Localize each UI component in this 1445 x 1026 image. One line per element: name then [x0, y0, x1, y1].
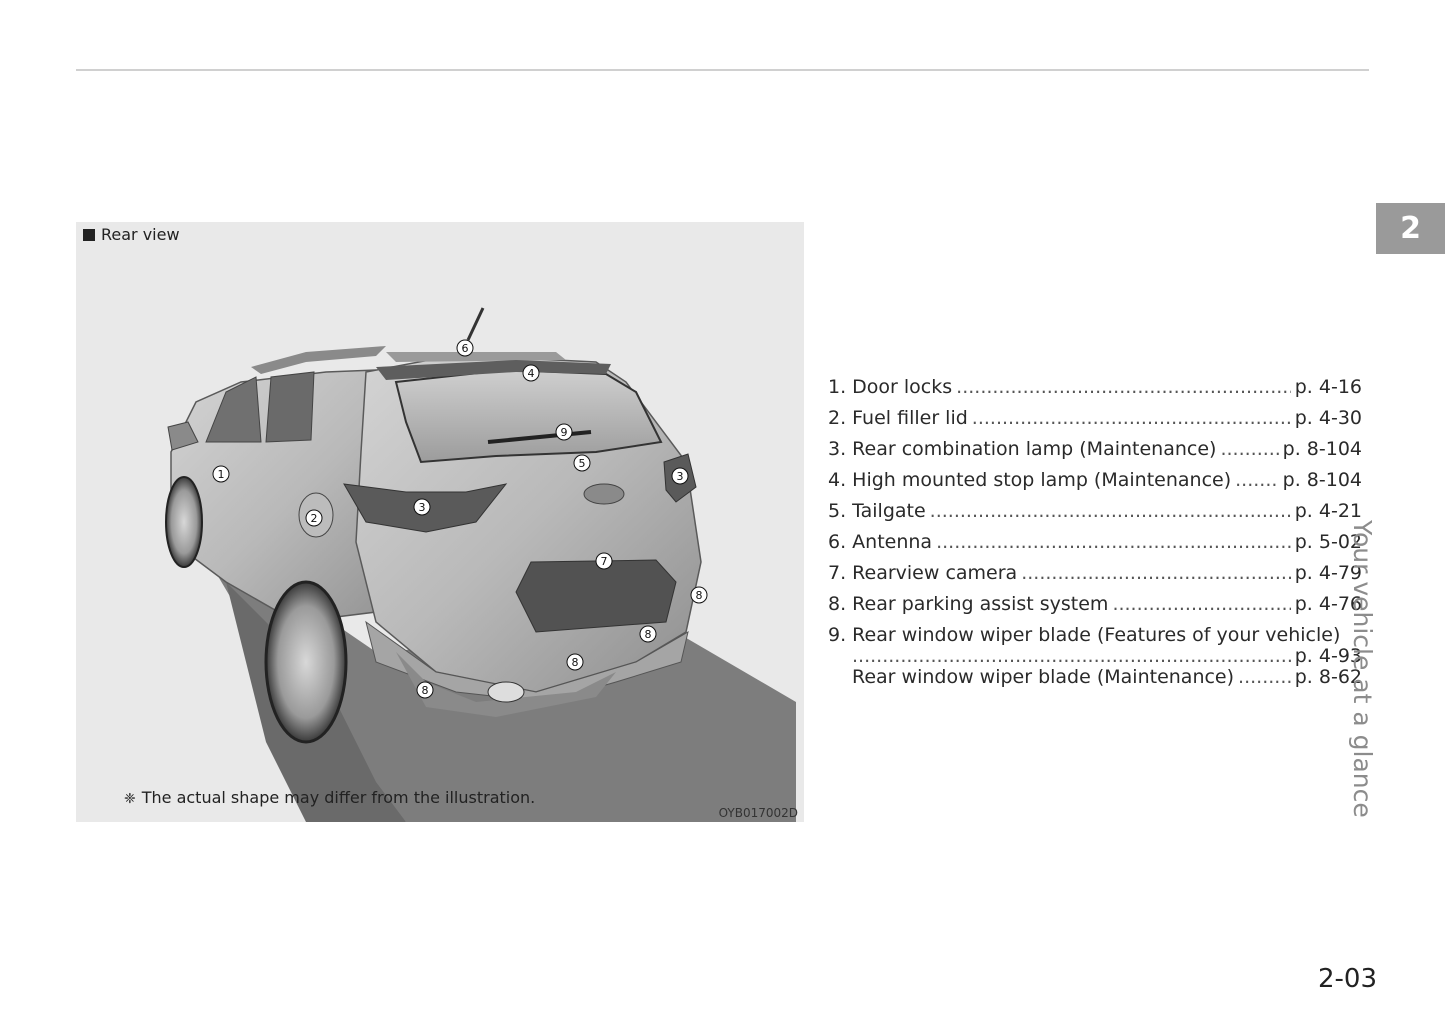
svg-text:8: 8 — [695, 589, 703, 602]
callout-1 — [213, 466, 229, 482]
chapter-title: Your vehicle at a glance — [1348, 520, 1377, 818]
image-code: OYB017002D — [718, 806, 798, 820]
page-number: 2-03 — [1318, 964, 1378, 994]
callout-8-b — [640, 626, 656, 642]
list-item: 4. High mounted stop lamp (Maintenance) ..... p. 8-104 — [828, 469, 1362, 500]
svg-text:8: 8 — [571, 656, 579, 669]
car-rear-illustration — [76, 222, 804, 822]
callout-8-d — [417, 682, 433, 698]
svg-text:3: 3 — [676, 470, 684, 483]
square-bullet-icon — [83, 229, 95, 241]
svg-text:6: 6 — [461, 342, 469, 355]
chapter-number-tab: 2 — [1376, 203, 1445, 254]
svg-text:9: 9 — [560, 426, 568, 439]
note-symbol: ❈ — [124, 791, 136, 807]
feature-list — [828, 376, 1362, 688]
svg-text:1: 1 — [217, 468, 225, 481]
figure-heading: Rear view — [83, 225, 180, 244]
header-rule — [76, 69, 1369, 71]
callout-5 — [574, 455, 590, 471]
list-item: 1. Door locks ..... p. 4-16 — [828, 376, 1362, 407]
list-item: 3. Rear combination lamp (Maintenance) ..... p. 8-104 — [828, 438, 1362, 469]
callout-8-a — [691, 587, 707, 603]
svg-text:8: 8 — [421, 684, 429, 697]
list-item: 6. Antenna ..... p. 5-02 — [828, 531, 1362, 562]
callout-4 — [523, 365, 539, 381]
list-item: 5. Tailgate ..... p. 4-21 — [828, 500, 1362, 531]
callout-7 — [596, 553, 612, 569]
list-item: 7. Rearview camera ..... p. 4-79 — [828, 562, 1362, 593]
list-item: Rear window wiper blade (Maintenance) ..... p. 8-62 — [828, 666, 1362, 688]
callout-6 — [457, 340, 473, 356]
callout-3-left — [414, 499, 430, 515]
callout-2 — [306, 510, 322, 526]
list-item-continuation: ..... p. 4-93 — [828, 645, 1362, 666]
callout-9 — [556, 424, 572, 440]
svg-text:2: 2 — [310, 512, 318, 525]
callout-3-right — [672, 468, 688, 484]
list-item: 9. Rear window wiper blade (Features of your vehicle) — [828, 624, 1341, 646]
svg-text:7: 7 — [600, 555, 608, 568]
list-item: 8. Rear parking assist system ..... p. 4-76 — [828, 593, 1362, 624]
rear-view-figure — [76, 222, 804, 822]
svg-text:3: 3 — [418, 501, 426, 514]
figure-note: ❈ The actual shape may differ from the illustration. — [124, 788, 536, 807]
svg-text:8: 8 — [644, 628, 652, 641]
callout-8-c — [567, 654, 583, 670]
list-item: 2. Fuel filler lid ..... p. 4-30 — [828, 407, 1362, 438]
svg-text:4: 4 — [527, 367, 535, 380]
svg-text:5: 5 — [578, 457, 586, 470]
